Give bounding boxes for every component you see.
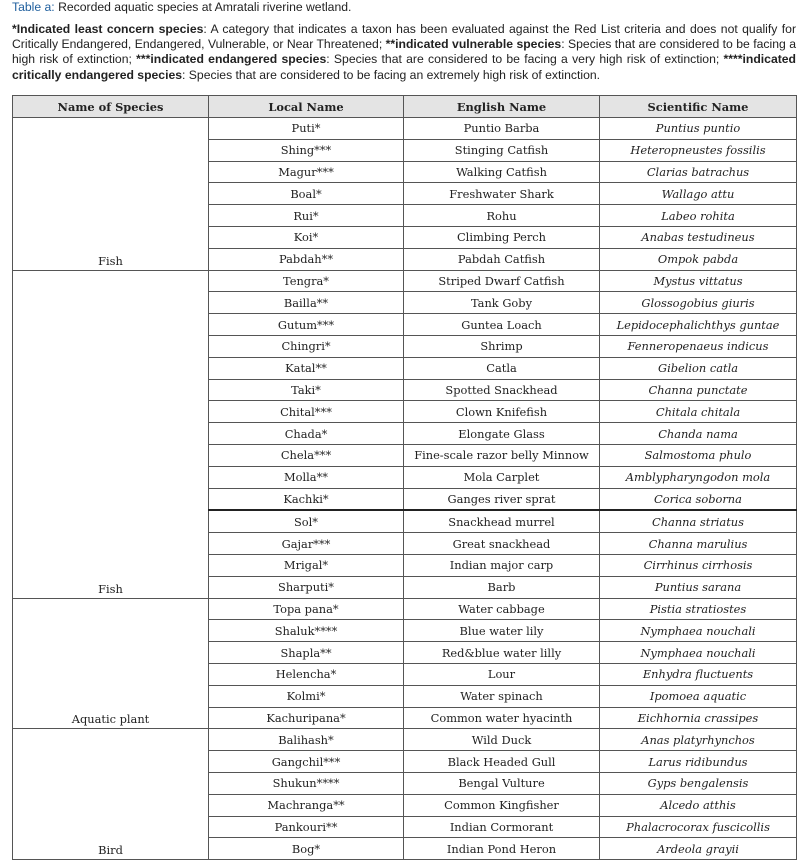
english-name-cell: Climbing Perch [404,226,600,248]
english-name-cell: Common water hyacinth [404,707,600,729]
local-name-cell: Helencha* [209,663,404,685]
english-name-cell: Tank Goby [404,292,600,314]
scientific-name-cell: Wallago attu [600,183,797,205]
note-bold: ***indicated endangered species [136,52,327,67]
caption-text: Recorded aquatic species at Amratali riverine wetland. [58,0,352,14]
scientific-name-cell: Salmostoma phulo [600,444,797,466]
scientific-name-cell: Pistia stratiostes [600,598,797,620]
table-row [13,118,797,140]
english-name-cell: Rohu [404,205,600,227]
local-name-cell: Sol* [209,510,404,532]
scientific-name-cell: Channa striatus [600,510,797,532]
scientific-name-cell: Larus ridibundus [600,751,797,773]
species-table-body [13,118,797,860]
scientific-name-cell: Cirrhinus cirrhosis [600,554,797,576]
species-group-cell: Aquatic plant [13,598,209,729]
scientific-name-cell: Puntius puntio [600,118,797,140]
scientific-name-cell: Lepidocephalichthys guntae [600,314,797,336]
species-group-cell: Fish [13,270,209,598]
local-name-cell: Pabdah** [209,248,404,270]
local-name-cell: Tengra* [209,270,404,292]
local-name-cell: Chital*** [209,401,404,423]
local-name-cell: Mrigal* [209,554,404,576]
note-bold: **indicated vulnerable species [385,37,562,52]
scientific-name-cell: Gibelion catla [600,357,797,379]
scientific-name-cell: Clarias batrachus [600,161,797,183]
note-text: : Species that are considered to be facing an extremely high risk of extinction. [182,67,601,82]
header-scientific-name: Scientific Name [600,96,797,118]
english-name-cell: Striped Dwarf Catfish [404,270,600,292]
local-name-cell: Boal* [209,183,404,205]
english-name-cell: Indian major carp [404,554,600,576]
local-name-cell: Chela*** [209,444,404,466]
english-name-cell: Clown Knifefish [404,401,600,423]
scientific-name-cell: Fenneropenaeus indicus [600,335,797,357]
local-name-cell: Balihash* [209,729,404,751]
scientific-name-cell: Phalacrocorax fuscicollis [600,816,797,838]
note-text: : A category that indicates a taxon has been evaluated against the Red List criteria and does not qualify for Critically Endangered, Endangered, Vulnerable, or Near Threatened; [12,22,797,52]
note-bold: *Indicated least concern species [12,22,204,36]
english-name-cell: Mola Carplet [404,466,600,488]
local-name-cell: Rui* [209,205,404,227]
species-group-cell: Bird [13,729,209,860]
table-row [13,270,797,292]
local-name-cell: Chada* [209,423,404,445]
english-name-cell: Wild Duck [404,729,600,751]
english-name-cell: Red&blue water lilly [404,642,600,664]
local-name-cell: Gajar*** [209,533,404,555]
scientific-name-cell: Channa marulius [600,533,797,555]
english-name-cell: Barb [404,576,600,598]
header-english-name: English Name [404,96,600,118]
local-name-cell: Shukun**** [209,772,404,794]
scientific-name-cell: Ompok pabda [600,248,797,270]
scientific-name-cell: Gyps bengalensis [600,772,797,794]
english-name-cell: Lour [404,663,600,685]
scientific-name-cell: Anas platyrhynchos [600,729,797,751]
english-name-cell: Pabdah Catfish [404,248,600,270]
local-name-cell: Chingri* [209,335,404,357]
scientific-name-cell: Corica soborna [600,488,797,510]
english-name-cell: Guntea Loach [404,314,600,336]
scientific-name-cell: Enhydra fluctuents [600,663,797,685]
local-name-cell: Taki* [209,379,404,401]
english-name-cell: Water spinach [404,685,600,707]
table-row [13,598,797,620]
local-name-cell: Shapla** [209,642,404,664]
scientific-name-cell: Channa punctate [600,379,797,401]
table-row [13,729,797,751]
english-name-cell: Black Headed Gull [404,751,600,773]
scientific-name-cell: Chanda nama [600,423,797,445]
local-name-cell: Bog* [209,838,404,860]
scientific-name-cell: Nymphaea nouchali [600,642,797,664]
local-name-cell: Pankouri** [209,816,404,838]
english-name-cell: Stinging Catfish [404,139,600,161]
table-header-row [13,96,797,118]
english-name-cell: Common Kingfisher [404,794,600,816]
local-name-cell: Machranga** [209,794,404,816]
scientific-name-cell: Amblypharyngodon mola [600,466,797,488]
note-bold: ****indicated critically endangered species [12,52,797,82]
scientific-name-cell: Puntius sarana [600,576,797,598]
species-group-cell: Fish [13,118,209,271]
scientific-name-cell: Nymphaea nouchali [600,620,797,642]
local-name-cell: Kachki* [209,488,404,510]
scientific-name-cell: Ardeola grayii [600,838,797,860]
english-name-cell: Snackhead murrel [404,510,600,532]
scientific-name-cell: Labeo rohita [600,205,797,227]
scientific-name-cell: Glossogobius giuris [600,292,797,314]
header-local-name: Local Name [209,96,404,118]
local-name-cell: Kachuripana* [209,707,404,729]
english-name-cell: Puntio Barba [404,118,600,140]
local-name-cell: Puti* [209,118,404,140]
table-caption [12,0,796,15]
english-name-cell: Catla [404,357,600,379]
local-name-cell: Bailla** [209,292,404,314]
local-name-cell: Shaluk**** [209,620,404,642]
note-text: : Species that are considered to be facing a high risk of extinction; [12,37,796,67]
english-name-cell: Walking Catfish [404,161,600,183]
local-name-cell: Topa pana* [209,598,404,620]
local-name-cell: Gangchil*** [209,751,404,773]
local-name-cell: Shing*** [209,139,404,161]
english-name-cell: Spotted Snackhead [404,379,600,401]
english-name-cell: Water cabbage [404,598,600,620]
english-name-cell: Fine-scale razor belly Minnow [404,444,600,466]
scientific-name-cell: Heteropneustes fossilis [600,139,797,161]
scientific-name-cell: Chitala chitala [600,401,797,423]
english-name-cell: Elongate Glass [404,423,600,445]
english-name-cell: Great snackhead [404,533,600,555]
scientific-name-cell: Anabas testudineus [600,226,797,248]
header-name-of-species: Name of Species [13,96,209,118]
scientific-name-cell: Mystus vittatus [600,270,797,292]
scientific-name-cell: Eichhornia crassipes [600,707,797,729]
note-text: : Species that are considered to be facing a very high risk of extinction; [326,52,724,67]
local-name-cell: Koi* [209,226,404,248]
local-name-cell: Sharputi* [209,576,404,598]
english-name-cell: Bengal Vulture [404,772,600,794]
local-name-cell: Gutum*** [209,314,404,336]
english-name-cell: Shrimp [404,335,600,357]
local-name-cell: Molla** [209,466,404,488]
scientific-name-cell: Ipomoea aquatic [600,685,797,707]
local-name-cell: Magur*** [209,161,404,183]
legend-notes [12,22,796,83]
scientific-name-cell: Alcedo atthis [600,794,797,816]
english-name-cell: Freshwater Shark [404,183,600,205]
english-name-cell: Indian Pond Heron [404,838,600,860]
local-name-cell: Katal** [209,357,404,379]
english-name-cell: Indian Cormorant [404,816,600,838]
species-table [12,95,797,860]
local-name-cell: Kolmi* [209,685,404,707]
english-name-cell: Ganges river sprat [404,488,600,510]
caption-label: Table a: [12,0,55,14]
english-name-cell: Blue water lily [404,620,600,642]
